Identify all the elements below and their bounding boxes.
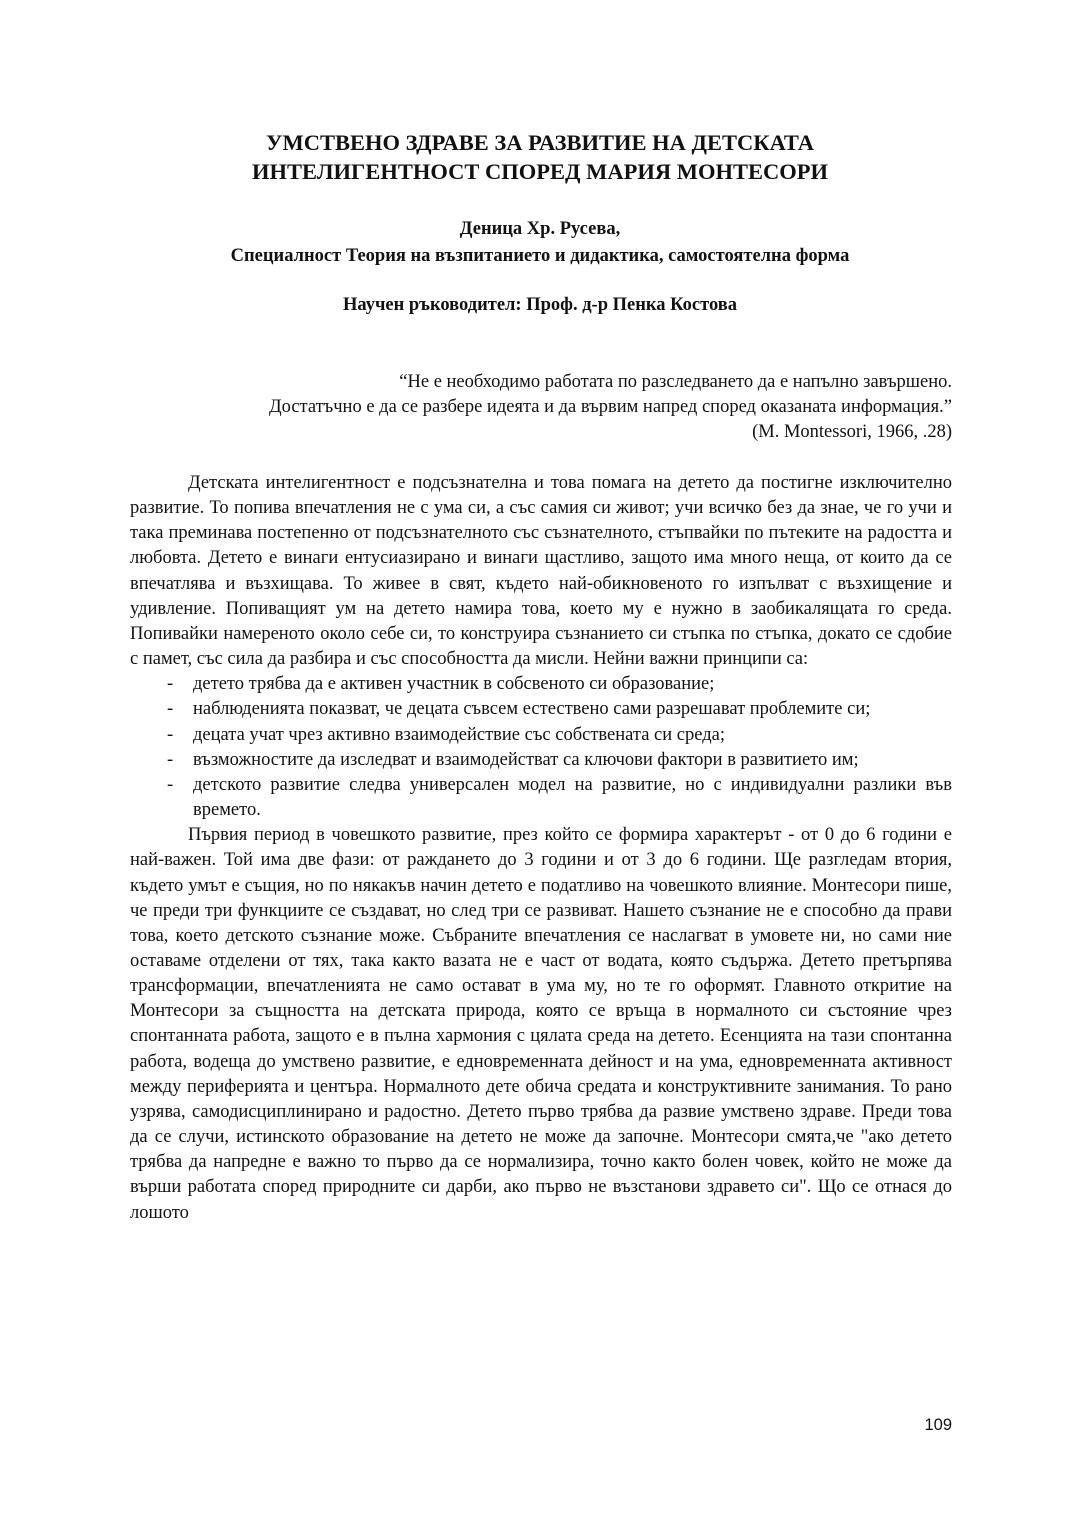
list-dash: -: [167, 749, 174, 770]
list-item: [130, 773, 952, 823]
epigraph-line-1: “Не е необходимо работата по разследването да е напълно завършено.: [399, 372, 952, 392]
list-item-text: възможностите да изследват и взаимодействат са ключови фактори в развитието им;: [193, 749, 859, 770]
epigraph-line-2: Достатъчно е да се разбере идеята и да вървим напред според оказаната информация.”: [269, 397, 952, 417]
epigraph-quote: [130, 370, 952, 445]
list-item-text: детското развитие следва универсален модел на развитие, но с индивидуални разлики във времето.: [193, 774, 952, 821]
list-dash: -: [167, 774, 174, 795]
list-item-text: детето трябва да е активен участник в собсвеното си образование;: [193, 674, 715, 695]
epigraph-citation: (M. Montessori, 1966, .28): [752, 422, 952, 442]
list-dash: -: [167, 724, 174, 745]
list-item: [130, 723, 952, 748]
list-item: [130, 672, 952, 697]
list-dash: -: [167, 674, 174, 695]
list-item-text: децата учат чрез активно взаимодействие със собствената си среда;: [193, 724, 725, 745]
author-name: Деница Хр. Русева,: [459, 219, 621, 239]
principles-list: [130, 672, 952, 823]
page-number: 109: [924, 1416, 952, 1434]
list-item: [130, 748, 952, 773]
title-line-2: ИНТЕЛИГЕНТНОСТ СПОРЕД МАРИЯ МОНТЕСОРИ: [252, 159, 828, 184]
list-item-text: наблюденията показват, че децата съвсем естествено сами разрешават проблемите си;: [193, 699, 871, 720]
body-paragraph-2: Първия период в човешкото развитие, през който се формира характерът - от 0 до 6 години е най-важен. Той има две фази: от раждането до 3 години и от 3 до 6 години. Ще разгледам втория, където умът е същия, но по някакъв начин детето е податливо на човешкото влияние. Монтесори пише, че преди три функциите се създават, но след три се развиват. Нашето съзнание не е способно да прави това, което детското съзнание може. Събраните впечатления се наслагват в умовете ни, но сами ние оставаме отделени от тях, така както вазата не е част от водата, която съдържа. Детето претърпява трансформации, впечатленията не само остават в ума му, но те го оформят. Главното откритие на Монтесори за същността на детската природа, която се връща в нормалното си състояние чрез спонтанната работа, защото е в пълна хармония с цялата среда на детето. Есенцията на тази спонтанна работа, водеща до умствено развитие, е едновременната дейност и на ума, едновременната активност между периферията и центъра. Нормалното дете обича средата и конструктивните занимания. То рано узрява, самодисциплинирано и радостно. Детето първо трябва да развие умствено здраве. Преди това да се случи, истинското образование на детето не може да започне. Монтесори смята,че "ако детето трябва да напредне е важно то първо да се нормализира, точно както болен човек, който не може да върши работата според природните си дарби, ако първо не възстанови здравето си". Що се отнася до лошото: [130, 825, 952, 1223]
body-paragraph-1: Детската интелигентност е подсъзнателна и това помага на детето да постигне изключително развитие. То попива впечатления не с ума си, а със самия си живот; учи всичко без да знае, че го учи и така преминава постепенно от подсъзнателното със съзнателното, стъпвайки по пътеките на радостта и любовта. Детето е винаги ентусиазирано и винаги щастливо, защото има много неща, от които да се впечатлява и възхищава. То живее в свят, където най-обикновеното го изпълват с възхищение и удивление. Попиващият ум на детето намира това, което му е нужно в заобикалящата го среда. Попивайки намереното около себе си, то конструира съзнанието си стъпка по стъпка, докато се сдобие с памет, със сила да разбира и със способността да мисли. Нейни важни принципи са:: [130, 473, 952, 670]
article-body: [130, 471, 952, 1226]
title-line-1: УМСТВЕНО ЗДРАВЕ ЗА РАЗВИТИЕ НА ДЕТСКАТА: [265, 130, 815, 155]
author-specialty: Специалност Теория на възпитанието и дидактика, самостоятелна форма: [230, 246, 850, 266]
supervisor-line: Научен ръководител: Проф. д-р Пенка Костова: [343, 295, 737, 315]
list-dash: -: [167, 699, 174, 720]
article-title: [100, 128, 980, 186]
list-item: [130, 697, 952, 722]
author-block: [100, 216, 980, 270]
